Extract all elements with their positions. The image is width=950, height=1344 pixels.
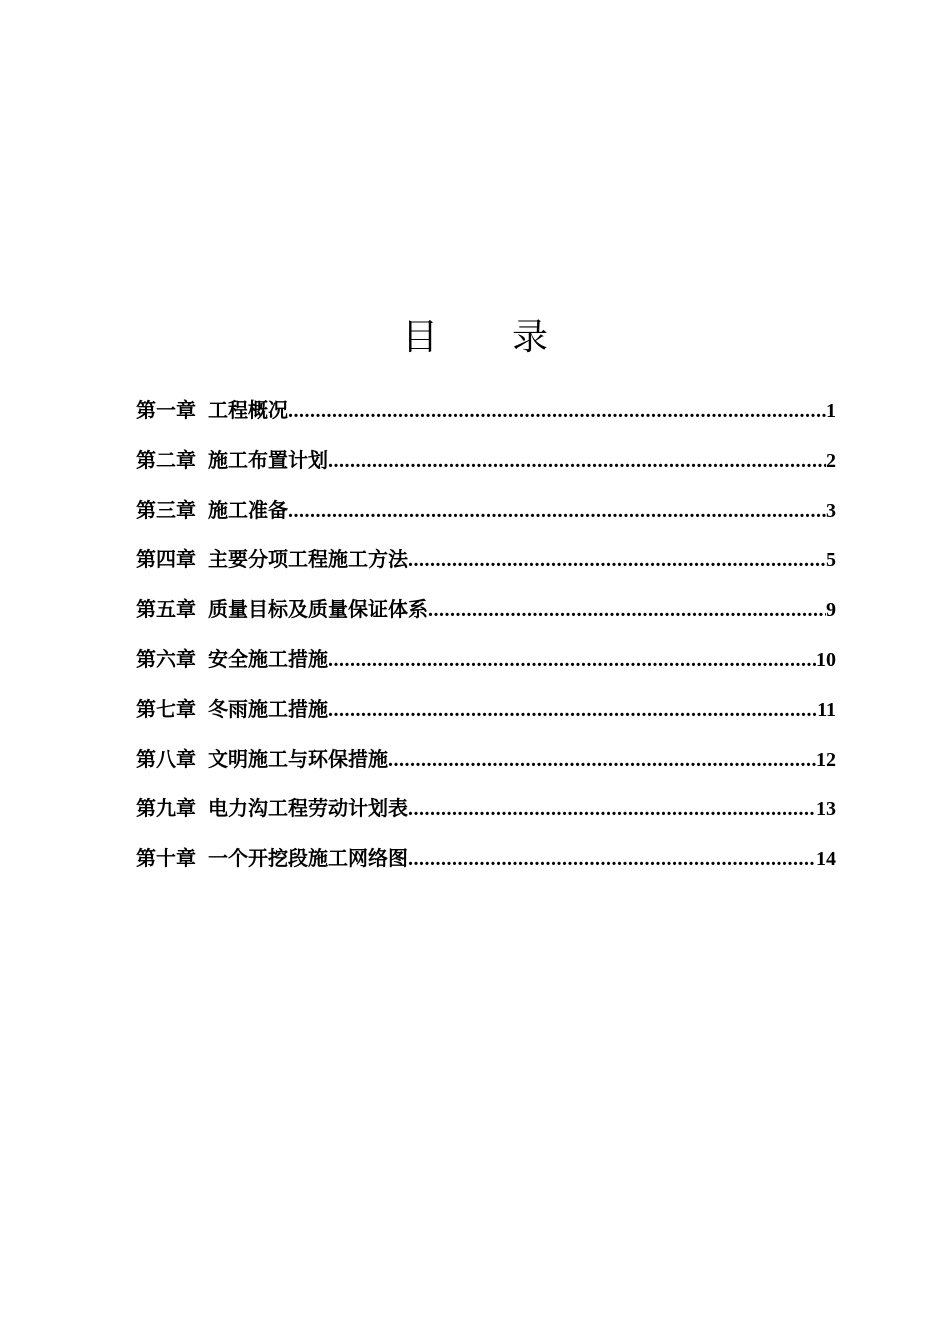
- toc-entry-8[interactable]: [136, 741, 836, 791]
- toc-page-number: 13: [816, 798, 836, 821]
- toc-page-number: 9: [826, 599, 836, 622]
- toc-leader-dots: [408, 542, 826, 578]
- toc-page-number: 2: [826, 449, 836, 472]
- toc-title-part1: 目: [401, 317, 438, 358]
- toc-heading: 安全施工措施: [208, 646, 328, 671]
- toc-heading: 施工布置计划: [208, 447, 328, 472]
- toc-chapter-label: 第七章: [136, 696, 196, 721]
- toc-leader-dots: [328, 642, 816, 678]
- toc-chapter-label: 第十章: [136, 846, 196, 871]
- toc-chapter-label: 第一章: [136, 398, 196, 422]
- toc-chapter-label: 第三章: [136, 497, 196, 522]
- toc-entry-6[interactable]: [136, 641, 836, 691]
- toc-page-number: 12: [816, 748, 836, 771]
- toc-leader-dots: [428, 592, 826, 628]
- toc-chapter-label: 第九章: [136, 796, 196, 821]
- toc-entry-2[interactable]: [136, 442, 836, 492]
- toc-heading: 施工准备: [208, 497, 288, 522]
- toc-entry-1[interactable]: [136, 392, 836, 442]
- toc-heading: 一个开挖段施工网络图: [208, 846, 408, 871]
- toc-entry-10[interactable]: [136, 840, 836, 890]
- toc-entry-4[interactable]: [136, 541, 836, 591]
- table-of-contents: [136, 392, 836, 890]
- toc-entry-5[interactable]: [136, 591, 836, 641]
- toc-heading: 冬雨施工措施: [208, 696, 328, 721]
- toc-page-number: 3: [826, 499, 836, 522]
- toc-chapter-label: 第二章: [136, 447, 196, 472]
- toc-heading: 电力沟工程劳动计划表: [208, 796, 408, 821]
- toc-page-number: 11: [817, 698, 836, 721]
- toc-leader-dots: [288, 393, 826, 429]
- toc-heading: 质量目标及质量保证体系: [208, 597, 428, 622]
- toc-leader-dots: [408, 791, 816, 827]
- toc-chapter-label: 第八章: [136, 746, 196, 771]
- toc-heading: 主要分项工程施工方法: [208, 547, 408, 572]
- toc-leader-dots: [408, 841, 816, 877]
- toc-entry-9[interactable]: [136, 790, 836, 840]
- toc-heading: 文明施工与环保措施: [208, 746, 388, 771]
- toc-entry-3[interactable]: [136, 492, 836, 542]
- toc-entry-7[interactable]: [136, 691, 836, 741]
- toc-title: [0, 316, 950, 360]
- toc-chapter-label: 第四章: [136, 547, 196, 572]
- toc-page-number: 10: [816, 648, 836, 671]
- toc-chapter-label: 第六章: [136, 646, 196, 671]
- toc-title-part2: 录: [512, 317, 549, 358]
- toc-leader-dots: [288, 493, 826, 529]
- toc-page-number: 1: [826, 400, 836, 422]
- toc-page-number: 5: [826, 549, 836, 572]
- toc-chapter-label: 第五章: [136, 597, 196, 622]
- toc-page-number: 14: [816, 848, 836, 871]
- toc-leader-dots: [388, 742, 816, 778]
- toc-leader-dots: [328, 692, 817, 728]
- toc-leader-dots: [328, 443, 826, 479]
- toc-heading: 工程概况: [208, 398, 288, 422]
